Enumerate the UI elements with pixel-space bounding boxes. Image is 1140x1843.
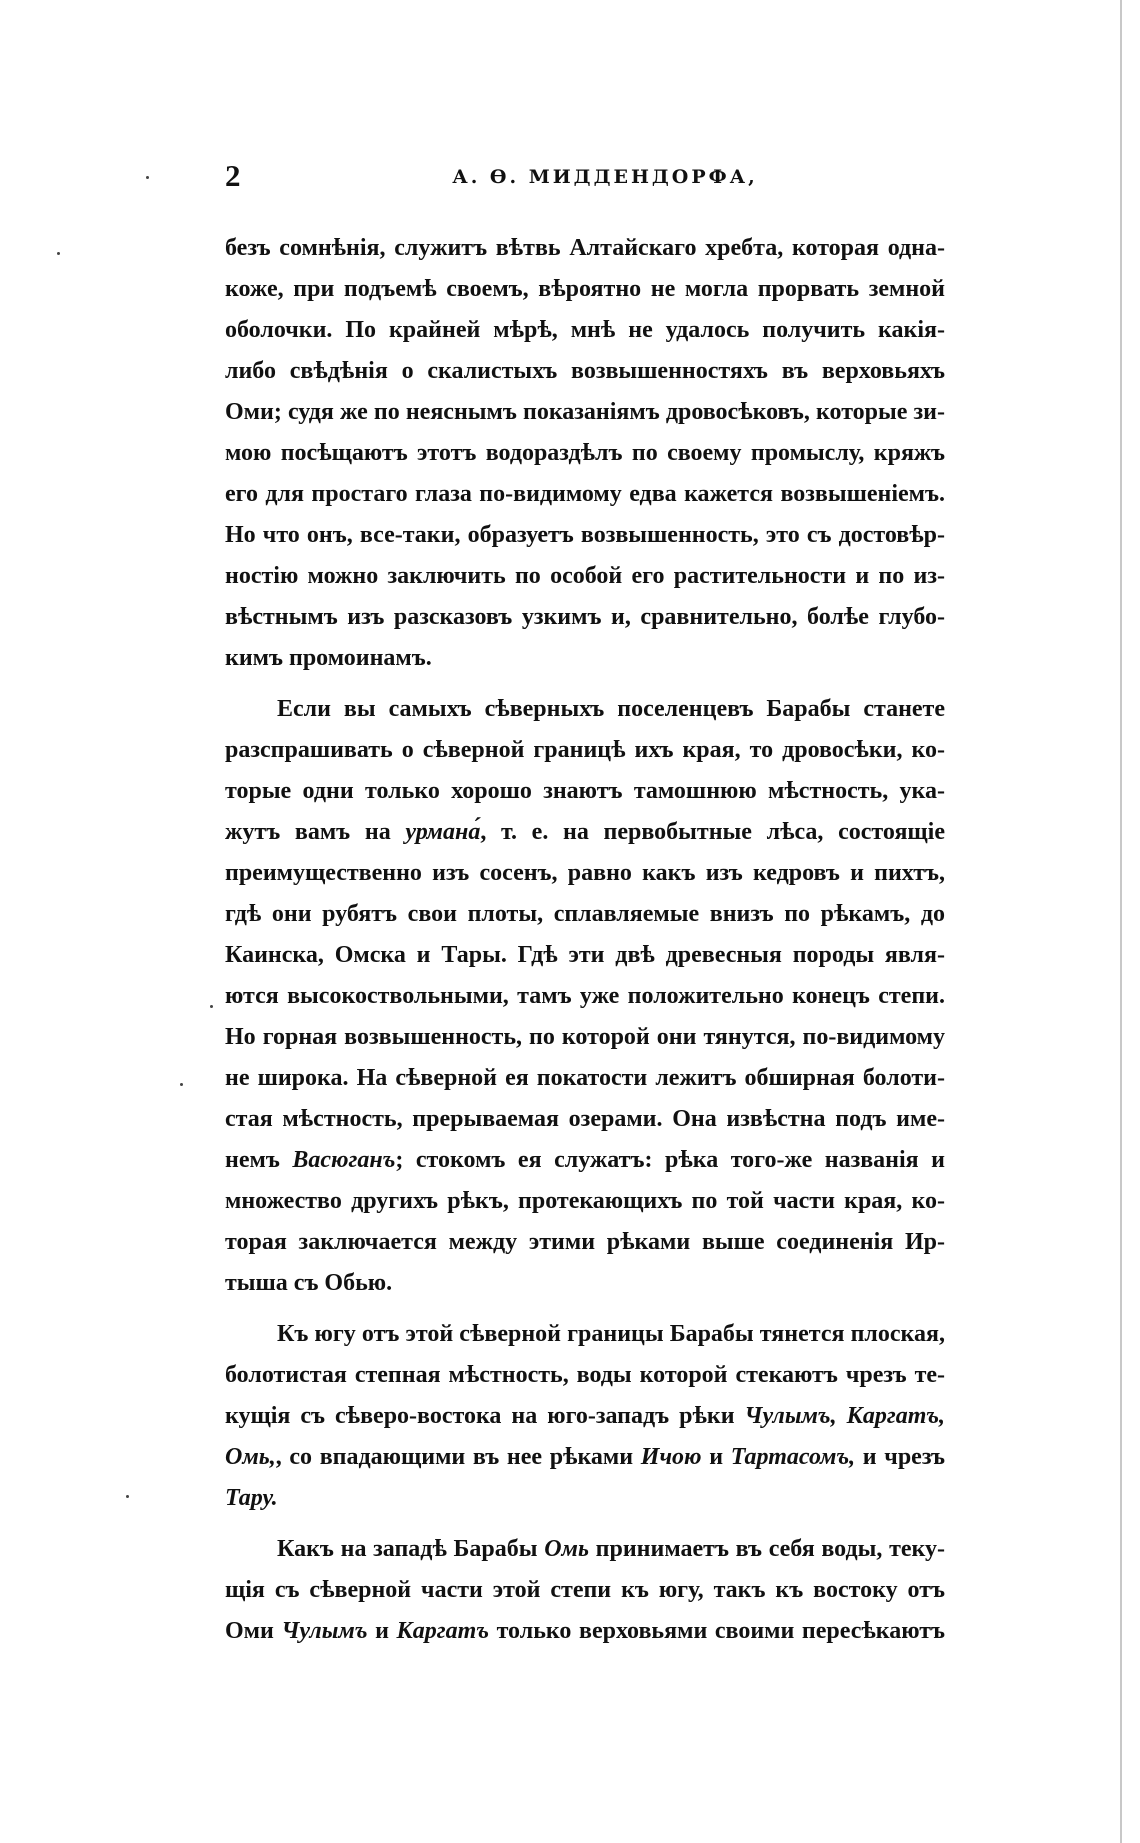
text-line: ются высокоствольными, тамъ уже положительно конецъ степи. xyxy=(225,983,945,1009)
text-run: только верховьями своими пересѣкаютъ xyxy=(496,1618,946,1644)
text-run: Какъ на западѣ Барабы xyxy=(277,1536,538,1562)
text-line xyxy=(225,1611,945,1652)
text-run: и xyxy=(709,1444,724,1470)
text-line xyxy=(225,812,945,853)
scan-speck xyxy=(146,176,149,179)
italic-term-tartasom: Тартасомъ, xyxy=(730,1444,856,1470)
text-run: и xyxy=(375,1618,389,1644)
italic-term-ichoyu: Ичою xyxy=(640,1444,702,1470)
page-edge-line xyxy=(1120,0,1122,1843)
scan-speck xyxy=(210,1005,213,1008)
text-line: либо свѣдѣнія о скалистыхъ возвышенностяхъ въ верховьяхъ xyxy=(225,358,945,384)
text-run: ; стокомъ ея служатъ: рѣка того-же названія и xyxy=(395,1147,946,1173)
italic-term-taru: Тару. xyxy=(225,1485,278,1511)
text-line: Оми; судя же по неяснымъ показаніямъ дровосѣковъ, которые зи- xyxy=(225,399,945,425)
text-run: , со впадающими въ нее рѣками xyxy=(275,1444,634,1470)
text-run: , т. е. на первобытные лѣса, состоящіе xyxy=(480,819,946,845)
text-run: кущія съ сѣверо-востока на юго-западъ рѣки xyxy=(225,1403,735,1429)
text-line: его для простаго глаза по-видимому едва кажется возвышеніемъ. xyxy=(225,481,945,507)
text-line: не широка. На сѣверной ея покатости лежитъ обширная болоти- xyxy=(225,1065,945,1091)
page-number: 2 xyxy=(225,158,241,193)
italic-term-chulym: Чулымъ, xyxy=(744,1403,837,1429)
paragraph-4 xyxy=(225,1529,945,1652)
italic-term-chulym: Чулымъ xyxy=(281,1618,368,1644)
text-line: Если вы самыхъ сѣверныхъ поселенцевъ Барабы станете xyxy=(277,696,945,722)
text-line: Но что онъ, все-таки, образуетъ возвышенность, это съ достовѣр- xyxy=(225,522,945,548)
italic-term-vasyugan: Васюганъ xyxy=(292,1147,396,1173)
text-run: жутъ вамъ на xyxy=(225,819,391,845)
paragraph-1 xyxy=(225,228,945,679)
text-line: гдѣ они рубятъ свои плоты, сплавляемые внизъ по рѣкамъ, до xyxy=(225,901,945,927)
text-line: оболочки. По крайней мѣрѣ, мнѣ не удалось получить какія- xyxy=(225,317,945,343)
text-run: Оми xyxy=(225,1618,274,1644)
text-line: коже, при подъемѣ своемъ, вѣроятно не могла прорвать земной xyxy=(225,276,945,302)
text-run: и чрезъ xyxy=(862,1444,946,1470)
page-header xyxy=(225,158,945,198)
text-line xyxy=(225,1437,945,1478)
italic-term-urmana: урмана́ xyxy=(405,819,481,845)
text-line: болотистая степная мѣстность, воды которой стекаютъ чрезъ те- xyxy=(225,1362,945,1388)
text-line: множество другихъ рѣкъ, протекающихъ по той части края, ко- xyxy=(225,1188,945,1214)
text-line: торые одни только хорошо знаютъ тамошнюю мѣстность, ука- xyxy=(225,778,945,804)
text-run: принимаетъ въ себя воды, теку- xyxy=(595,1536,945,1562)
text-line: щія съ сѣверной части этой степи къ югу, такъ къ востоку отъ xyxy=(225,1577,945,1603)
running-head: А. Ѳ. МИДДЕНДОРФА, xyxy=(452,166,758,188)
italic-term-kargat: Каргатъ xyxy=(396,1618,489,1644)
italic-term-om: Омь, xyxy=(225,1444,276,1470)
text-line: Каинска, Омска и Тары. Гдѣ эти двѣ древесныя породы явля- xyxy=(225,942,945,968)
text-line xyxy=(225,1478,945,1519)
text-line: преимущественно изъ сосенъ, равно какъ изъ кедровъ и пихтъ, xyxy=(225,860,945,886)
paragraph-3 xyxy=(225,1314,945,1519)
text-line: вѣстнымъ изъ разсказовъ узкимъ и, сравнительно, болѣе глубо- xyxy=(225,604,945,630)
text-line: ностію можно заключить по особой его растительности и по из- xyxy=(225,563,945,589)
page-body xyxy=(225,228,945,1662)
scan-speck xyxy=(180,1083,183,1086)
text-line: стая мѣстность, прерываемая озерами. Она извѣстна подъ име- xyxy=(225,1106,945,1132)
italic-term-om: Омь xyxy=(544,1536,589,1562)
text-line: Но горная возвышенность, по которой они тянутся, по-видимому xyxy=(225,1024,945,1050)
scan-speck xyxy=(57,252,60,255)
text-line: тыша съ Обью. xyxy=(225,1270,393,1296)
text-line: Къ югу отъ этой сѣверной границы Барабы тянется плоская, xyxy=(277,1321,945,1347)
text-line xyxy=(225,1396,945,1437)
text-run: немъ xyxy=(225,1147,280,1173)
text-line: торая заключается между этими рѣками выше соединенія Ир- xyxy=(225,1229,945,1255)
scan-speck xyxy=(126,1495,129,1498)
text-line: мою посѣщаютъ этотъ водораздѣлъ по своему промыслу, кряжъ xyxy=(225,440,945,466)
text-line: безъ сомнѣнія, служитъ вѣтвь Алтайскаго хребта, которая одна- xyxy=(225,235,945,261)
paragraph-2 xyxy=(225,689,945,1304)
italic-term-kargat: Каргатъ, xyxy=(846,1403,946,1429)
text-line: разспрашивать о сѣверной границѣ ихъ края, то дровосѣки, ко- xyxy=(225,737,945,763)
text-line xyxy=(225,1529,945,1570)
text-line xyxy=(225,1140,945,1181)
text-line: кимъ промоинамъ. xyxy=(225,645,432,671)
